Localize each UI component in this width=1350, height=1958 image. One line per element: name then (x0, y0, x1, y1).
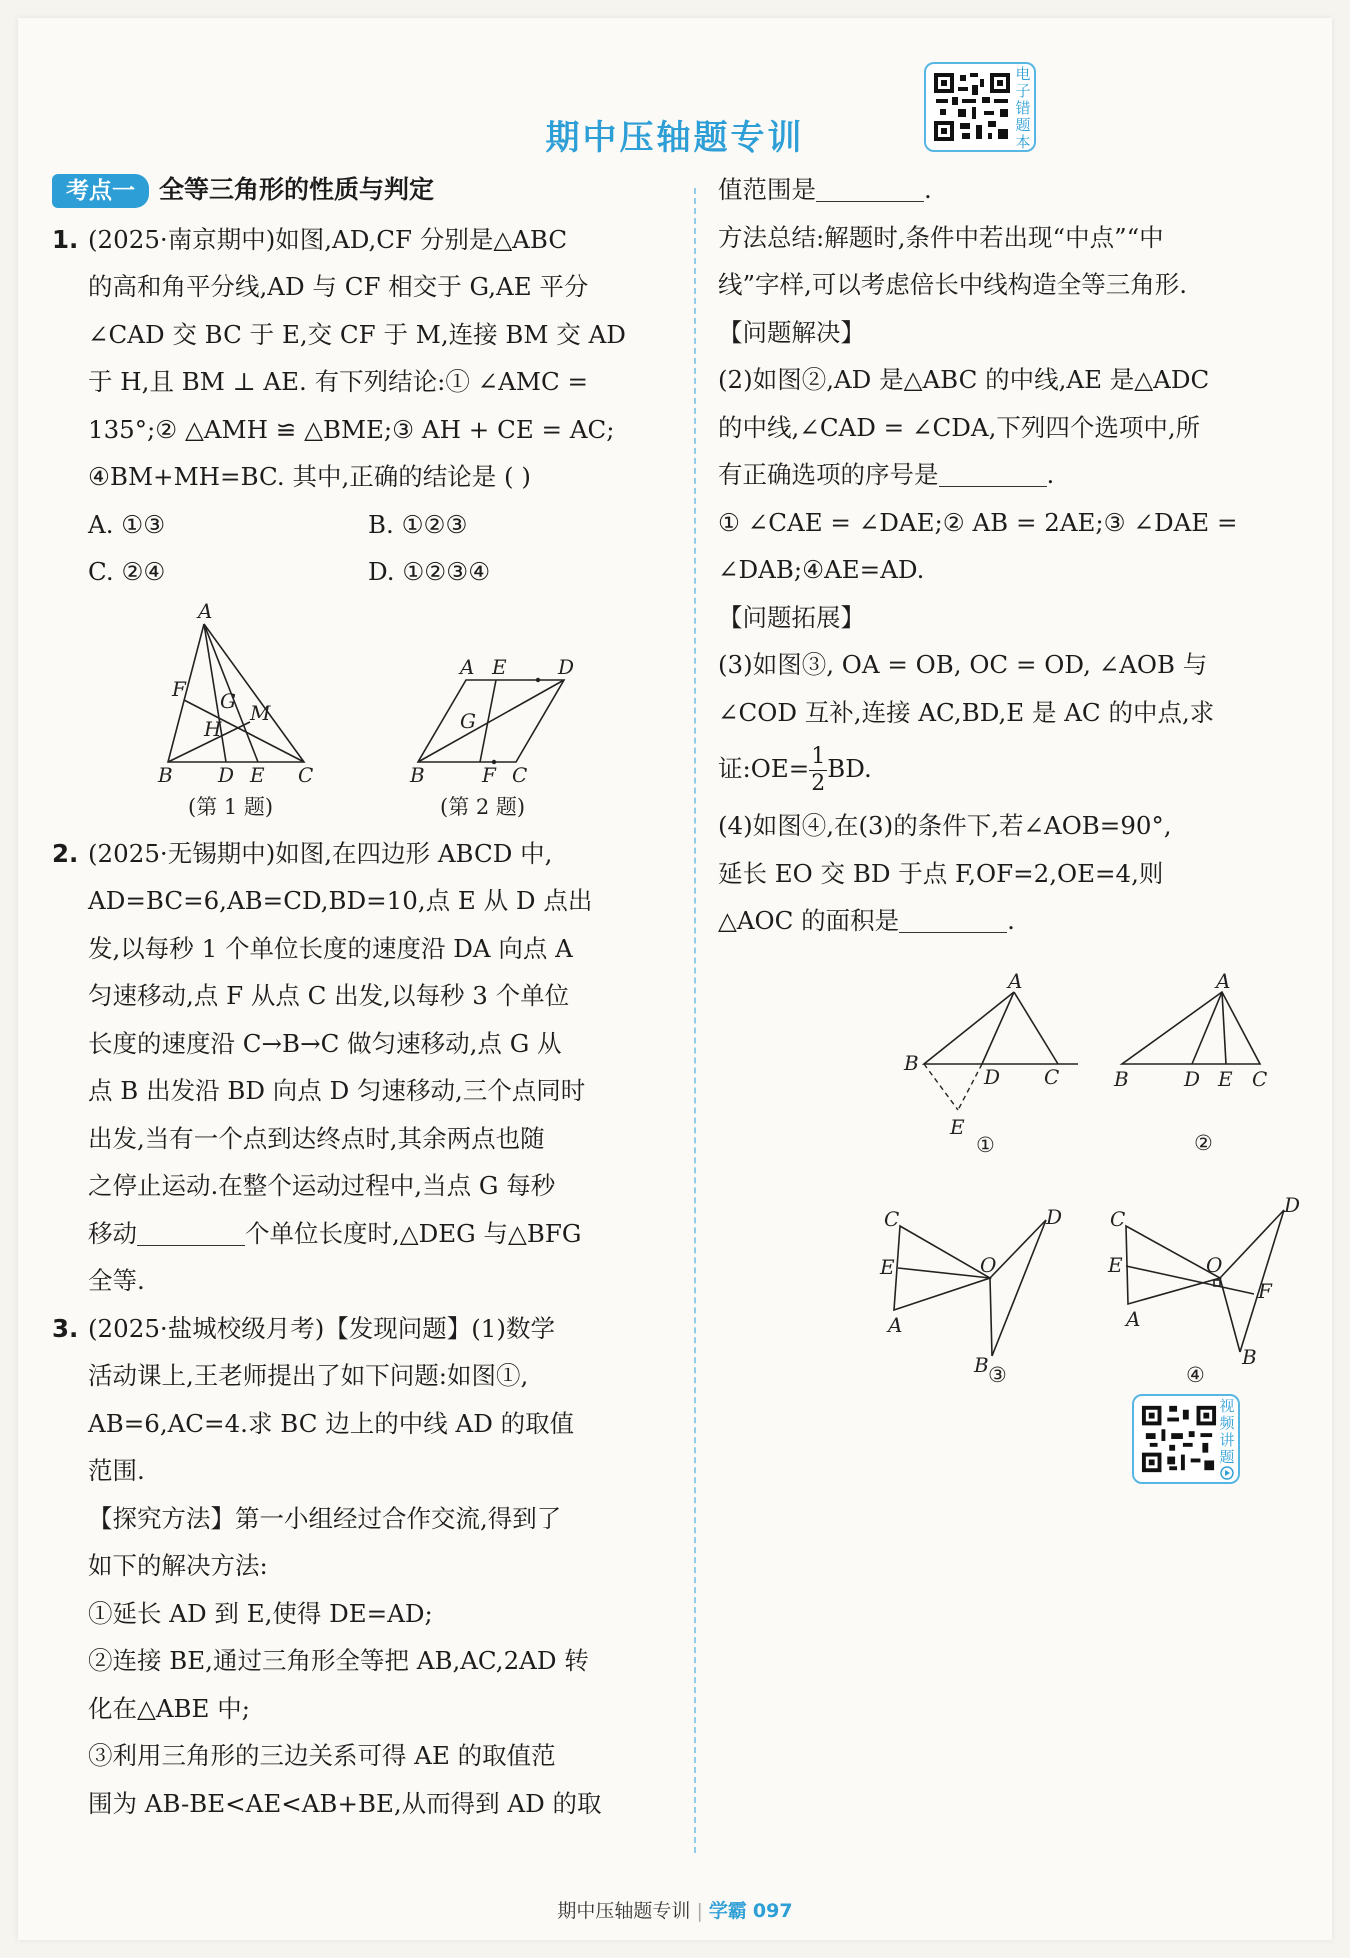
figure-3-2 (1108, 969, 1288, 1155)
text-span: 个单位长度时,△DEG 与△BFG (245, 1218, 582, 1248)
figure-label: E (492, 654, 507, 679)
figure-label: F (482, 762, 496, 787)
question-number: 3. (52, 1313, 79, 1343)
figure-3-4 (1100, 1192, 1301, 1387)
question-text-line: (2025·盐城校级月考)【发现问题】(1)数学 (88, 1313, 555, 1343)
question-text-line: 匀速移动,点 F 从点 C 出发,以每秒 3 个单位 (88, 981, 570, 1010)
question-text-line: 的中线,∠CAD = ∠CDA,下列四个选项中,所 (718, 412, 1201, 442)
figure-number: ③ (988, 1363, 1007, 1387)
page (18, 18, 1332, 1940)
figure-label: B (1114, 1067, 1129, 1091)
question-text-line: ②连接 BE,通过三角形全等把 AB,AC,2AD 转 (88, 1646, 589, 1675)
figure-label: H (204, 716, 222, 741)
fraction-denominator: 2 (811, 771, 826, 796)
figure-label: D (558, 654, 575, 679)
section-header (52, 166, 678, 214)
question-text-line: ① ∠CAE = ∠DAE;② AB = 2AE;③ ∠DAE = (718, 507, 1238, 537)
options-row (52, 501, 678, 549)
question-text-line: 活动课上,王老师提出了如下问题:如图①, (88, 1361, 529, 1390)
text-span: 移动 (88, 1218, 137, 1248)
figure-label: A (888, 1313, 903, 1337)
figure-label: E (1218, 1067, 1233, 1091)
figure-label: E (250, 762, 265, 787)
figure-label: C (884, 1207, 900, 1231)
option-b[interactable]: B. ①②③ (368, 509, 468, 539)
page-title: 期中压轴题专训 (545, 118, 805, 158)
left-column (52, 166, 678, 1827)
question-text-line: 发,以每秒 1 个单位长度的速度沿 DA 向点 A (88, 933, 573, 963)
question-text-line: 如下的解决方法: (88, 1551, 268, 1580)
qr-code-error-book[interactable] (924, 62, 1036, 152)
figure-number: ② (1194, 1131, 1213, 1155)
qr-code-icon (1140, 1403, 1218, 1475)
section-title: 全等三角形的性质与判定 (159, 175, 435, 204)
question-text-line: (2025·南京期中)如图,AD,CF 分别是△ABC (88, 224, 568, 254)
question-1 (52, 216, 678, 596)
question-text-line: AB=6,AC=4.求 BC 边上的中线 AD 的取值 (88, 1408, 575, 1438)
figure-label: A (1216, 969, 1231, 993)
figure-label: M (250, 700, 271, 725)
question-text-line: 出发,当有一个点到达终点时,其余两点也随 (88, 1123, 545, 1153)
figure-label: B (158, 762, 173, 787)
text-span: 证:OE= (718, 754, 810, 783)
question-text-line: ∠DAB;④AE=AD. (718, 555, 925, 584)
answer-blank[interactable] (816, 171, 924, 202)
figure-label: D (1046, 1205, 1063, 1229)
question-text-line: ∠CAD 交 BC 于 E,交 CF 于 M,连接 BM 交 AD (88, 319, 626, 349)
figure-label: E (1108, 1253, 1123, 1277)
question-text-line: 值范围是 . (718, 166, 1308, 214)
page-footer (18, 1896, 1332, 1923)
figure-number: ① (976, 1133, 995, 1157)
figure-label: A (460, 654, 475, 679)
qr-label-video: 视频讲题 (1219, 1397, 1235, 1466)
figure-label: A (198, 598, 213, 623)
answer-blank[interactable] (899, 902, 1007, 933)
option-d[interactable]: D. ①②③④ (368, 557, 491, 586)
question-text-line: (4)如图④,在(3)的条件下,若∠AOB=90°, (718, 811, 1172, 840)
figure-label: A (1008, 969, 1023, 993)
figure-caption: (第 2 题) (440, 794, 526, 819)
figure-label: D (1184, 1067, 1201, 1091)
question-text-line: 之停止运动.在整个运动过程中,当点 G 每秒 (88, 1171, 556, 1200)
question-text-line: 围为 AB-BE<AE<AB+BE,从而得到 AD 的取 (88, 1788, 602, 1818)
question-text-line: ∠COD 互补,连接 AC,BD,E 是 AC 的中点,求 (718, 697, 1215, 727)
qr-label-error-book: 电子错题本 (1015, 65, 1031, 151)
page-number: 097 (752, 1900, 793, 1922)
figure-caption: (第 1 题) (188, 794, 274, 819)
option-a[interactable]: A. ①③ (88, 509, 166, 539)
question-text-line: ①延长 AD 到 E,使得 DE=AD; (88, 1598, 433, 1628)
figures-q1-q2 (52, 596, 678, 830)
subsection-title: 【问题拓展】 (718, 602, 865, 632)
option-c[interactable]: C. ②④ (88, 557, 166, 586)
question-number: 1. (52, 224, 79, 254)
question-3 (52, 1305, 678, 1828)
figure-label: D (1284, 1193, 1301, 1217)
question-text-line (718, 736, 1308, 802)
figure-q1-triangle (158, 596, 358, 830)
figure-label: C (1044, 1065, 1060, 1089)
question-text-line: ④BM+MH=BC. 其中,正确的结论是 ( ) (88, 462, 531, 491)
figure-label: B (974, 1353, 989, 1377)
qr-code-icon (932, 71, 1012, 143)
figure-3-3 (870, 1192, 1063, 1387)
question-text-line: 于 H,且 BM ⊥ AE. 有下列结论:① ∠AMC = (88, 367, 589, 396)
answer-blank[interactable] (939, 456, 1047, 487)
figure-label: D (984, 1065, 1001, 1089)
right-column (718, 166, 1308, 945)
question-text-line: 全等. (88, 1266, 145, 1295)
figure-label: A (1126, 1307, 1141, 1331)
question-text-line: (2)如图②,AD 是△ABC 的中线,AE 是△ADC (718, 365, 1210, 394)
figure-label: O (980, 1253, 997, 1277)
play-icon (1220, 1466, 1234, 1480)
question-text-line: 点 B 出发沿 BD 向点 D 匀速移动,三个点同时 (88, 1076, 586, 1105)
text-span: 值范围是 (718, 175, 816, 204)
question-text-line: 范围. (88, 1456, 145, 1485)
figure-q2-quadrilateral (408, 596, 618, 830)
figure-label: E (950, 1115, 965, 1139)
figure-label: C (1110, 1207, 1126, 1231)
text-span: △AOC 的面积是 (718, 906, 900, 935)
figure-number: ④ (1186, 1363, 1205, 1387)
question-text-line: 135°;② △AMH ≌ △BME;③ AH + CE = AC; (88, 414, 615, 444)
section-badge: 考点一 (52, 174, 149, 208)
footer-brand: 学霸 (708, 1900, 747, 1922)
question-number: 2. (52, 838, 79, 868)
figure-label: B (410, 762, 425, 787)
figure-label: F (1258, 1279, 1272, 1303)
question-text-line (52, 1210, 678, 1258)
footer-separator: | (696, 1900, 703, 1922)
question-text-line: 长度的速度沿 C→B→C 做匀速移动,点 G 从 (88, 1028, 562, 1058)
question-text-line: ③利用三角形的三边关系可得 AE 的取值范 (88, 1741, 556, 1770)
method-summary-line: 线”字样,可以考虑倍长中线构造全等三角形. (718, 270, 1188, 299)
subsection-title: 【问题解决】 (718, 317, 865, 347)
column-divider (694, 188, 696, 1853)
figure-label: G (460, 708, 476, 733)
question-text-line: 【探究方法】第一小组经过合作交流,得到了 (88, 1503, 562, 1533)
figure-label: G (220, 688, 236, 713)
figure-label: B (904, 1051, 919, 1075)
figure-3-1 (888, 969, 1068, 1157)
question-text-line: 化在△ABE 中; (88, 1693, 250, 1723)
fraction-half (809, 744, 827, 797)
figure-label: B (1242, 1345, 1257, 1369)
answer-blank[interactable] (137, 1215, 245, 1246)
question-text-line: 延长 EO 交 BD 于点 F,OF=2,OE=4,则 (718, 858, 1164, 888)
fraction-numerator: 1 (811, 744, 826, 769)
question-2 (52, 830, 678, 1305)
question-text-line: AD=BC=6,AB=CD,BD=10,点 E 从 D 点出 (88, 886, 593, 915)
options-row (52, 548, 678, 596)
figure-label: F (172, 676, 186, 701)
qr-code-video[interactable] (1132, 1394, 1240, 1484)
question-text-line: (2025·无锡期中)如图,在四边形 ABCD 中, (88, 838, 553, 868)
footer-title: 期中压轴题专训 (557, 1900, 691, 1922)
method-summary-line: 方法总结:解题时,条件中若出现“中点”“中 (718, 222, 1164, 252)
text-span: 有正确选项的序号是 (718, 460, 939, 489)
figure-label: E (880, 1255, 895, 1279)
question-text-line: 有正确选项的序号是 . (718, 451, 1308, 499)
figure-label: O (1206, 1253, 1223, 1277)
text-span: BD. (827, 754, 872, 783)
figure-label: D (218, 762, 235, 787)
figure-label: C (1252, 1067, 1268, 1091)
figure-label: C (512, 762, 528, 787)
question-text-line: (3)如图③, OA = OB, OC = OD, ∠AOB 与 (718, 650, 1208, 679)
question-text-line: 的高和角平分线,AD 与 CF 相交于 G,AE 平分 (88, 272, 589, 301)
figure-label: C (298, 762, 314, 787)
question-text-line: △AOC 的面积是 . (718, 897, 1308, 945)
